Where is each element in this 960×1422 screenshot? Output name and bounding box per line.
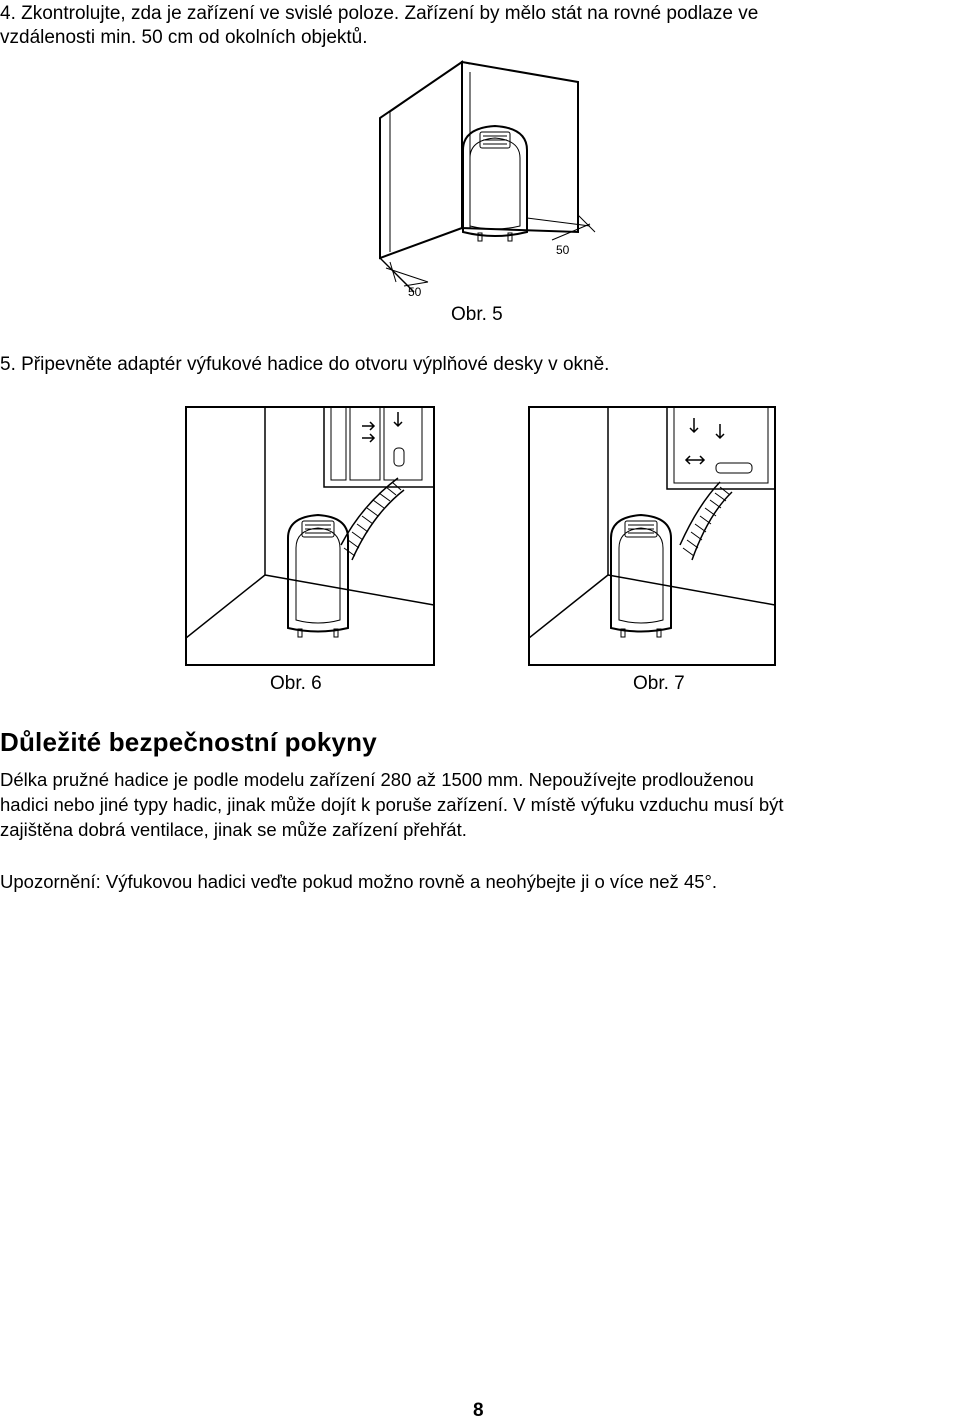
figure-6-caption: Obr. 6 — [270, 673, 322, 694]
step4-line2: vzdálenosti min. 50 cm od okolních objektů. — [0, 27, 368, 48]
safety-line-2: hadici nebo jiné typy hadic, jinak může dojít k poruše zařízení. V místě výfuku vzduchu musí být — [0, 794, 784, 815]
warning-text: Upozornění: Výfukovou hadici veďte pokud možno rovně a neohýbejte ji o více než 45°. — [0, 871, 718, 892]
figure-5-dim-left: 50 — [408, 285, 422, 299]
step4-line1: 4. Zkontrolujte, zda je zařízení ve svislé poloze. Zařízení by mělo stát na rovné podlaze ve — [0, 3, 759, 24]
safety-heading: Důležité bezpečnostní pokyny — [0, 727, 377, 757]
figure-5-dim-right: 50 — [556, 243, 570, 257]
figure-5-caption: Obr. 5 — [451, 304, 503, 325]
safety-line-3: zajištěna dobrá ventilace, jinak se může zařízení přehřát. — [0, 819, 467, 840]
step5-text: 5. Připevněte adaptér výfukové hadice do otvoru výplňové desky v okně. — [0, 354, 610, 375]
page-number: 8 — [473, 1400, 484, 1421]
figure-7-caption: Obr. 7 — [633, 673, 685, 694]
safety-line-1: Délka pružné hadice je podle modelu zařízení 280 až 1500 mm. Nepoužívejte prodlouženou — [0, 769, 754, 790]
